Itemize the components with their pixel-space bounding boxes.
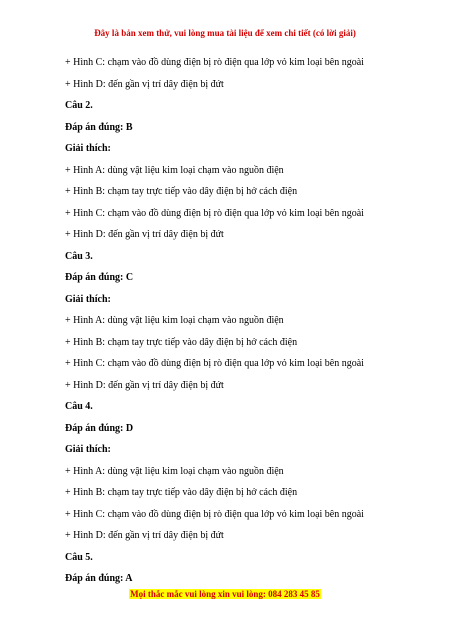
question-heading: Câu 4. bbox=[65, 401, 93, 412]
preview-notice-banner: Đây là bản xem thử, vui lòng mua tài liệu để xem chi tiết (có lời giải) bbox=[94, 28, 356, 38]
body-text-line: + Hình C: chạm vào đồ dùng điện bị rò điện qua lớp vỏ kim loại bên ngoài bbox=[65, 508, 364, 520]
explanation-heading: Giải thích: bbox=[65, 143, 111, 154]
body-text-line: + Hình A: dùng vật liệu kim loại chạm vào nguồn điện bbox=[65, 164, 284, 176]
answer-line: Đáp án đúng: B bbox=[65, 121, 133, 133]
body-text-line: + Hình B: chạm tay trực tiếp vào dây điện bị hở cách điện bbox=[65, 487, 298, 498]
question-heading: Câu 5. bbox=[65, 551, 93, 563]
contact-notice-banner bbox=[0, 588, 450, 600]
body-text-line: + Hình B: chạm tay trực tiếp vào dây điện bị hở cách điện bbox=[65, 186, 298, 197]
answer-line: Đáp án đúng: A bbox=[65, 573, 133, 584]
body-text-line: + Hình B: chạm tay trực tiếp vào dây điện bị hở cách điện bbox=[65, 336, 298, 348]
body-text-line: + Hình A: dùng vật liệu kim loại chạm vào nguồn điện bbox=[65, 315, 284, 326]
body-text-line: + Hình C: chạm vào đồ dùng điện bị rò điện qua lớp vỏ kim loại bên ngoài bbox=[65, 57, 364, 68]
document-content bbox=[65, 57, 435, 595]
answer-line: Đáp án đúng: C bbox=[65, 272, 134, 283]
explanation-heading: Giải thích: bbox=[65, 293, 111, 305]
contact-notice-text: Mọi thắc mắc vui lòng xin vui lòng: 084 283 45 85 bbox=[130, 589, 320, 599]
body-text-line: + Hình D: đến gần vị trí dây điện bị đứt bbox=[65, 229, 224, 240]
answer-line: Đáp án đúng: D bbox=[65, 422, 134, 434]
body-text-line: + Hình C: chạm vào đồ dùng điện bị rò điện qua lớp vỏ kim loại bên ngoài bbox=[65, 207, 364, 219]
body-text-line: + Hình D: đến gần vị trí dây điện bị đứt bbox=[65, 530, 224, 541]
explanation-heading: Giải thích: bbox=[65, 444, 111, 455]
question-heading: Câu 2. bbox=[65, 100, 93, 111]
body-text-line: + Hình C: chạm vào đồ dùng điện bị rò điện qua lớp vỏ kim loại bên ngoài bbox=[65, 358, 364, 369]
body-text-line: + Hình D: đến gần vị trí dây điện bị đứt bbox=[65, 78, 224, 90]
question-heading: Câu 3. bbox=[65, 250, 93, 262]
body-text-line: + Hình D: đến gần vị trí dây điện bị đứt bbox=[65, 379, 224, 391]
body-text-line: + Hình A: dùng vật liệu kim loại chạm vào nguồn điện bbox=[65, 465, 284, 477]
